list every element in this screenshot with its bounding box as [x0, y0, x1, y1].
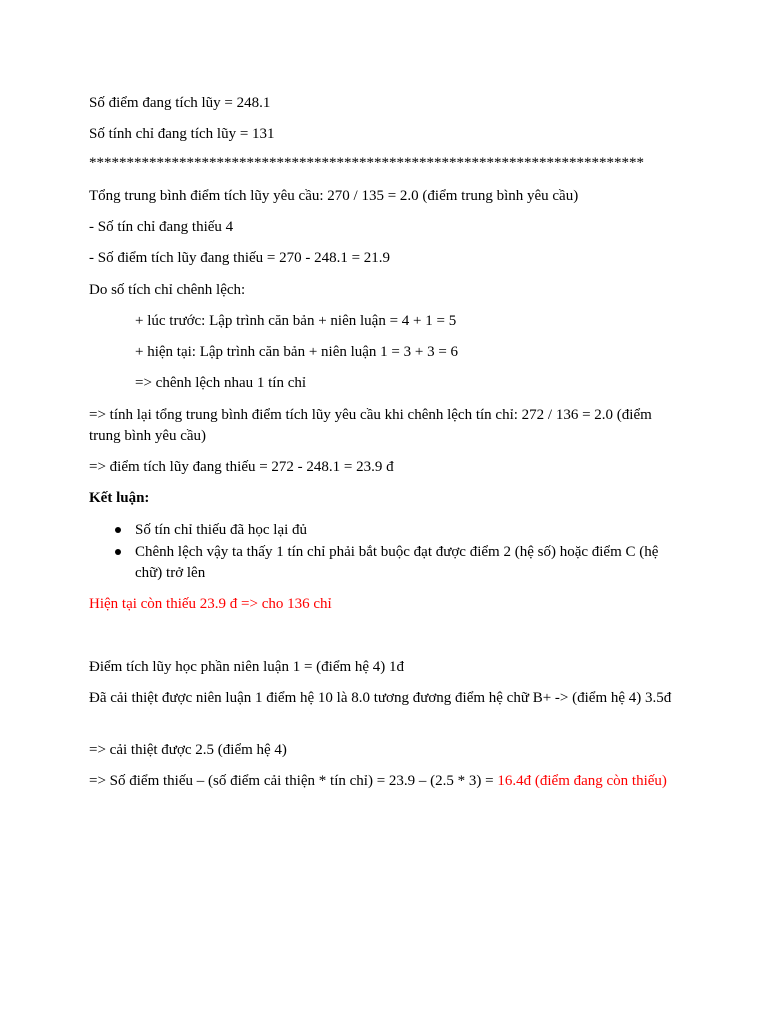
missing-points-line: - Số điểm tích lũy đang thiếu = 270 - 248.1 = 21.9: [89, 250, 391, 266]
final-calculation-text: => Số điểm thiếu – (số điểm cải thiện * tín chỉ) = 23.9 – (2.5 * 3) =: [89, 773, 498, 789]
required-average-line: Tổng trung bình điểm tích lũy yêu cầu: 270 / 135 = 2.0 (điểm trung bình yêu cầu): [89, 188, 579, 204]
final-deficit-value: 16.4đ (điểm đang còn thiếu): [497, 773, 667, 789]
list-item: [89, 542, 679, 584]
remaining-deficit-line: Hiện tại còn thiếu 23.9 đ => cho 136 chỉ: [89, 596, 332, 612]
accumulated-points-line: Số điểm đang tích lũy = 248.1: [89, 95, 271, 111]
bullet-icon: [115, 549, 121, 555]
current-line: + hiện tại: Lập trình căn bản + niên luận 1 = 3 + 3 = 6: [135, 344, 459, 360]
difference-intro-line: Do số tích chỉ chênh lệch:: [89, 282, 246, 298]
improvement-result-line: => cải thiệt được 2.5 (điểm hệ 4): [89, 742, 287, 758]
recalculated-average-paragraph: => tính lại tổng trung bình điểm tích lũy yêu cầu khi chênh lệch tín chỉ: 272 / 136 = 2.0 (điểm trung bình yêu cầu): [89, 407, 652, 444]
before-line: + lúc trước: Lập trình căn bản + niên luận = 4 + 1 = 5: [135, 313, 457, 329]
list-item-text: Số tín chỉ thiếu đã học lại đủ: [135, 522, 308, 538]
recalculated-missing-points-line: => điểm tích lũy đang thiếu = 272 - 248.1 = 23.9 đ: [89, 459, 394, 475]
improvement-paragraph: Đã cải thiệt được niên luận 1 điểm hệ 10 là 8.0 tương đương điểm hệ chữ B+ -> (điểm hệ 4) 3.5đ: [89, 690, 672, 706]
list-item: [89, 520, 679, 541]
separator-line: **************************************************************************: [89, 155, 644, 171]
difference-result-line: => chênh lệch nhau 1 tín chỉ: [135, 375, 307, 391]
list-item-text: Chênh lệch vậy ta thấy 1 tín chỉ phải bắt buộc đạt được điểm 2 (hệ số) hoặc điểm C (hệ chữ) trở lên: [135, 544, 659, 581]
bullet-icon: [115, 527, 121, 533]
missing-credits-line: - Số tín chỉ đang thiếu 4: [89, 219, 234, 235]
final-calculation-paragraph: [89, 771, 679, 792]
thesis-points-line: Điểm tích lũy học phần niên luận 1 = (điểm hệ 4) 1đ: [89, 659, 405, 675]
accumulated-credits-line: Số tính chỉ đang tích lũy = 131: [89, 126, 275, 142]
conclusion-heading: Kết luận:: [89, 490, 150, 506]
conclusion-list: [89, 520, 679, 585]
